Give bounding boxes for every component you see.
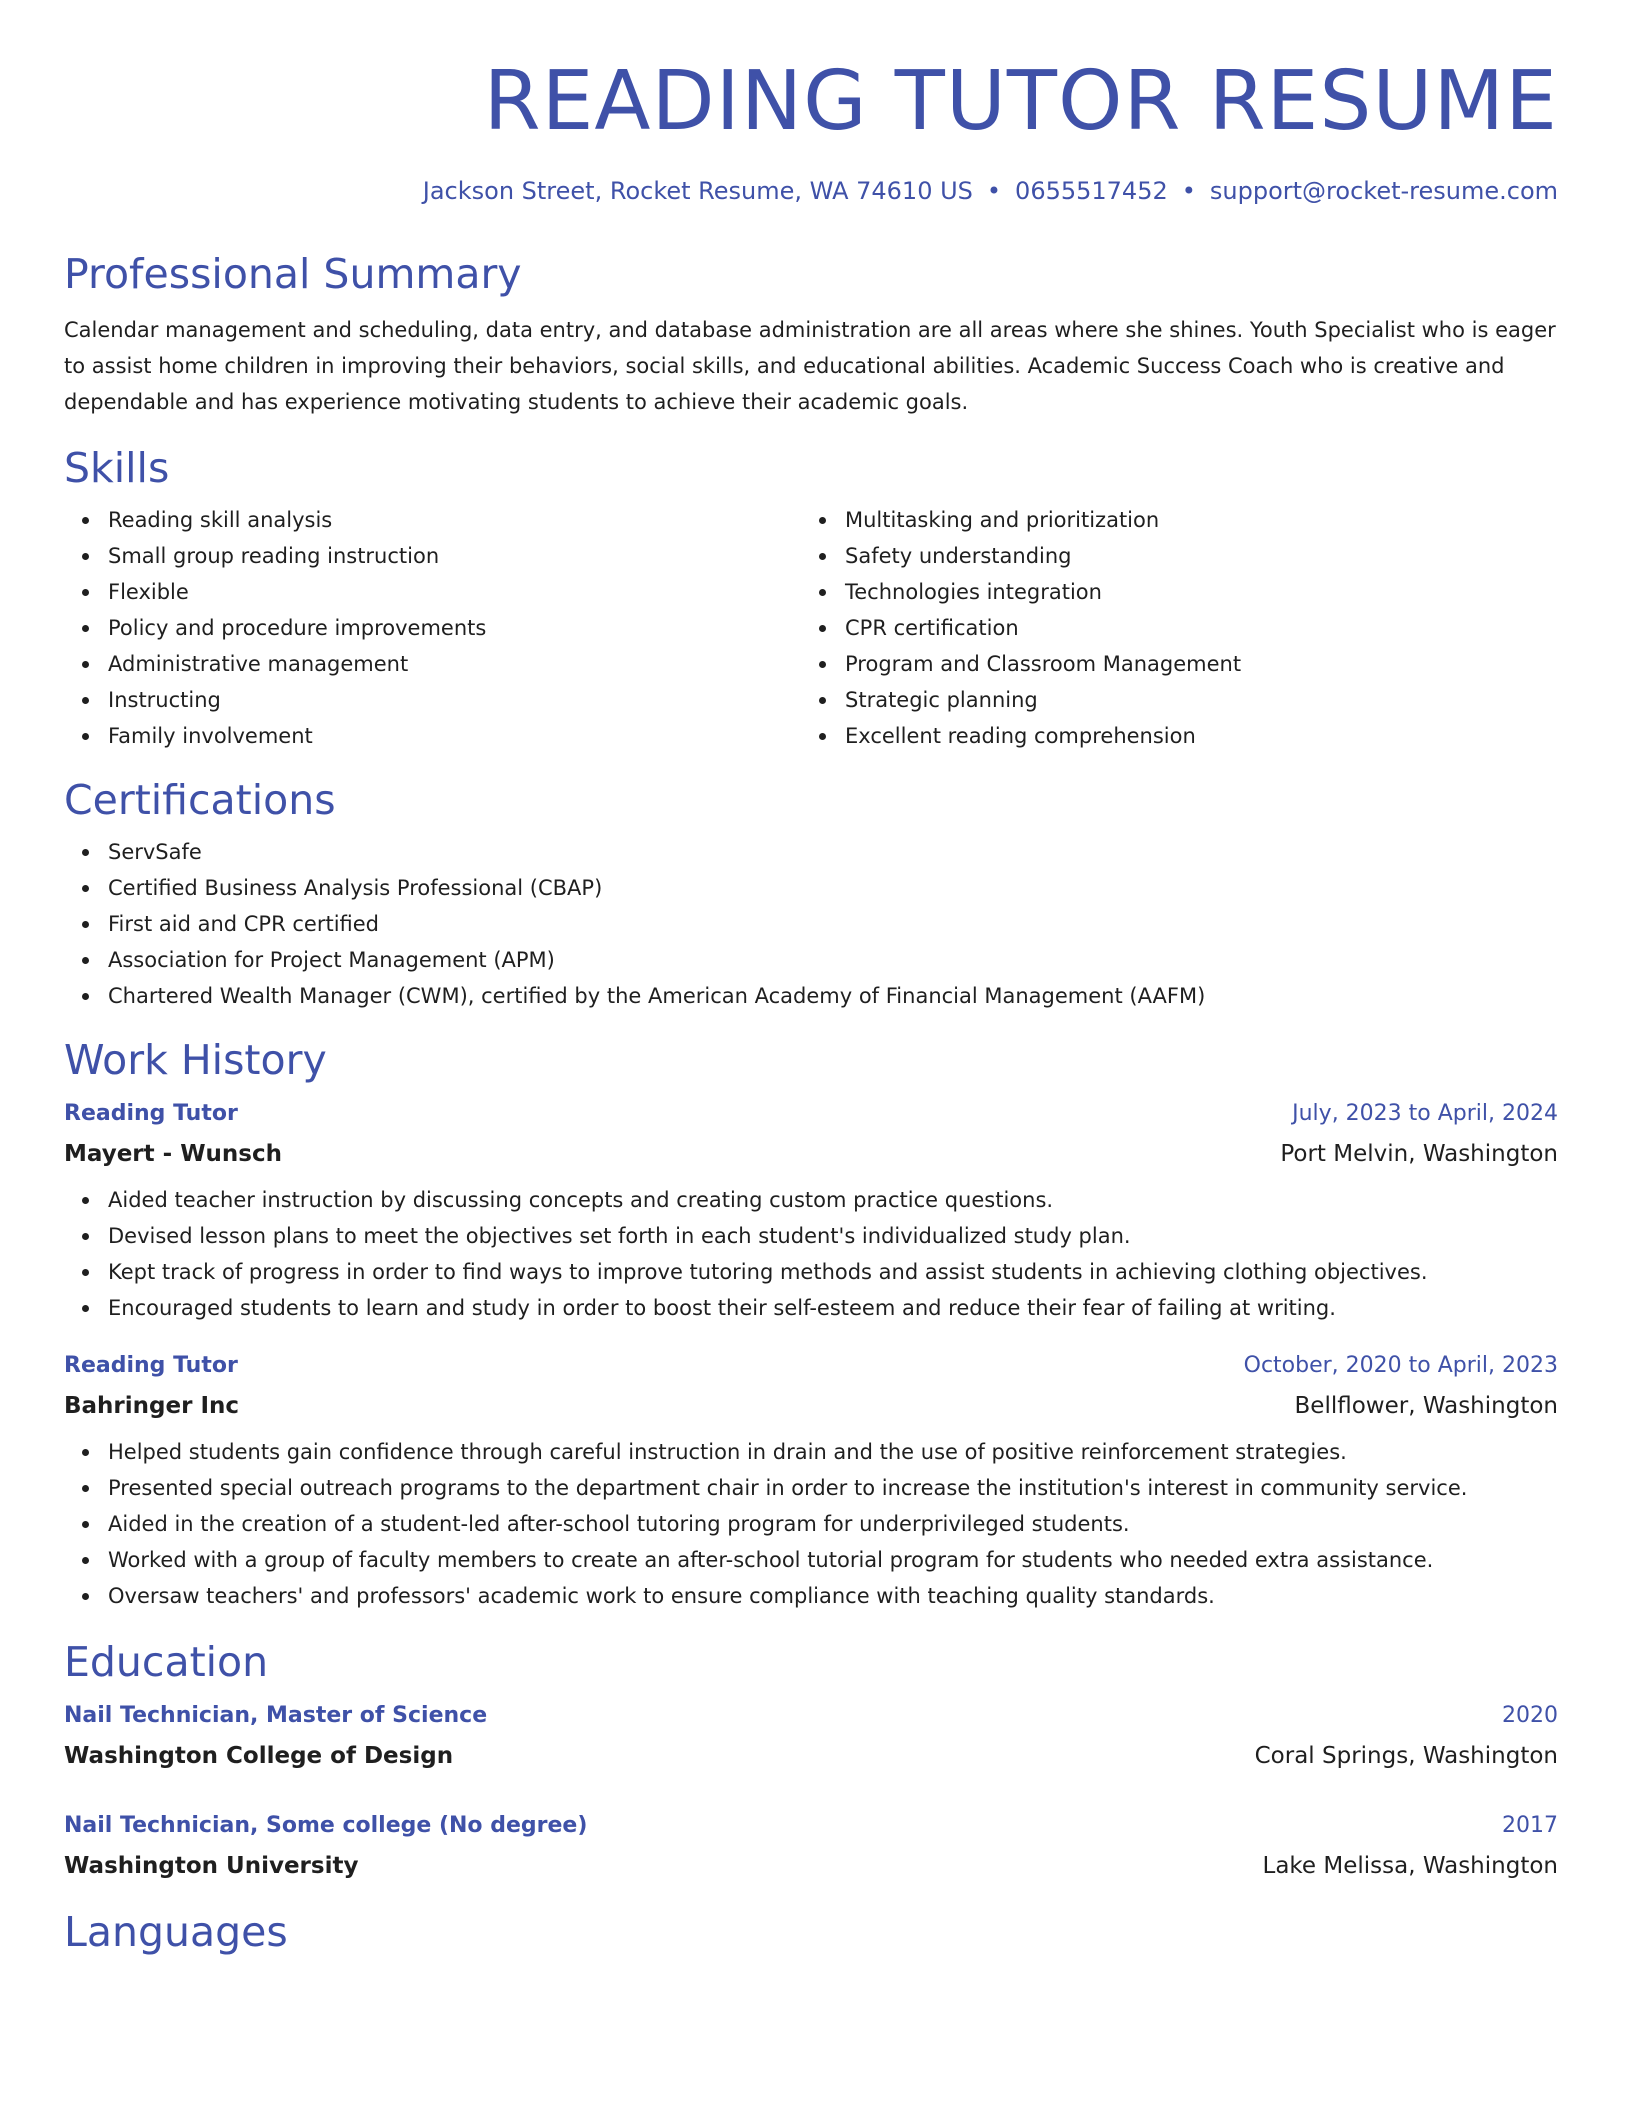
job-bullet: Aided in the creation of a student-led after-school tutoring program for underprivileged students. [108, 1506, 1558, 1542]
education-location: Lake Melissa, Washington [1262, 1853, 1558, 1879]
skill-item: Strategic planning [845, 682, 1538, 718]
skill-item: Safety understanding [845, 538, 1538, 574]
certifications-heading: Certifications [64, 776, 336, 824]
education-school: Washington University [64, 1853, 359, 1879]
job-bullet: Aided teacher instruction by discussing concepts and creating custom practice questions. [108, 1182, 1558, 1218]
skills-section [64, 442, 1558, 754]
contact-line [64, 176, 1558, 206]
job-bullet: Oversaw teachers' and professors' academic work to ensure compliance with teaching quality standards. [108, 1578, 1558, 1614]
education-entry [64, 1696, 1558, 1776]
job-role: Reading Tutor [64, 1101, 238, 1126]
job-bullets [64, 1182, 1558, 1326]
contact-separator: • [986, 177, 1002, 205]
job-bullet: Encouraged students to learn and study in order to boost their self-esteem and reduce their fear of failing at writing. [108, 1290, 1558, 1326]
certification-item: Certified Business Analysis Professional (CBAP) [108, 870, 1558, 906]
certification-item: ServSafe [108, 834, 1558, 870]
skill-item: Reading skill analysis [108, 502, 801, 538]
education-degree: Nail Technician, Some college (No degree) [64, 1813, 588, 1838]
education-location: Coral Springs, Washington [1254, 1743, 1558, 1769]
job-company: Mayert - Wunsch [64, 1141, 283, 1167]
skill-item: Technologies integration [845, 574, 1538, 610]
job-location: Port Melvin, Washington [1280, 1141, 1558, 1167]
job-title-row [64, 1094, 1558, 1134]
education-entry [64, 1806, 1558, 1886]
work-history-heading: Work History [64, 1036, 327, 1084]
skill-item: CPR certification [845, 610, 1538, 646]
education-section [64, 1636, 1558, 1886]
resume-page [64, 0, 1558, 1958]
job-dates: July, 2023 to April, 2024 [1292, 1101, 1558, 1126]
summary-heading: Professional Summary [64, 250, 522, 298]
education-school-row [64, 1846, 1558, 1886]
skill-item: Excellent reading comprehension [845, 718, 1538, 754]
education-year: 2017 [1502, 1813, 1558, 1838]
certifications-section [64, 774, 1558, 1014]
job-location: Bellflower, Washington [1294, 1393, 1558, 1419]
certifications-list [64, 834, 1558, 1014]
education-year: 2020 [1502, 1703, 1558, 1728]
skills-grid [64, 502, 1558, 754]
education-degree-row [64, 1806, 1558, 1846]
education-heading: Education [64, 1638, 269, 1686]
skills-list-right [801, 502, 1538, 754]
skill-item: Instructing [108, 682, 801, 718]
job-bullet: Presented special outreach programs to the department chair in order to increase the institution's interest in community service. [108, 1470, 1558, 1506]
job-bullet: Worked with a group of faculty members to create an after-school tutorial program for students who needed extra assistance. [108, 1542, 1558, 1578]
job-bullet: Devised lesson plans to meet the objectives set forth in each student's individualized study plan. [108, 1218, 1558, 1254]
skill-item: Flexible [108, 574, 801, 610]
languages-section [64, 1906, 1558, 1958]
job-company: Bahringer Inc [64, 1393, 240, 1419]
contact-phone: 0655517452 [1015, 177, 1168, 205]
job-bullet: Helped students gain confidence through careful instruction in drain and the use of positive reinforcement strategies. [108, 1434, 1558, 1470]
education-degree: Nail Technician, Master of Science [64, 1703, 488, 1728]
skill-item: Multitasking and prioritization [845, 502, 1538, 538]
job-entry [64, 1094, 1558, 1326]
summary-text: Calendar management and scheduling, data entry, and database administration are all areas where she shines. Youth Specialist who is eager to assist home children in improving their behaviors, social skills, and educational abilities. Academic Success Coach who is creative and dependable and has experience motivating students to achieve their academic goals. [64, 318, 1556, 414]
resume-title: READING TUTOR RESUME [483, 54, 1558, 149]
skills-column-right [801, 502, 1538, 754]
skill-item: Program and Classroom Management [845, 646, 1538, 682]
job-company-row [64, 1134, 1558, 1174]
job-bullets [64, 1434, 1558, 1614]
skill-item: Family involvement [108, 718, 801, 754]
education-school-row [64, 1736, 1558, 1776]
job-company-row [64, 1386, 1558, 1426]
certification-item: Chartered Wealth Manager (CWM), certified by the American Academy of Financial Management (AAFM) [108, 978, 1558, 1014]
education-degree-row [64, 1696, 1558, 1736]
skill-item: Small group reading instruction [108, 538, 801, 574]
contact-separator: • [1181, 177, 1196, 205]
work-history-section [64, 1034, 1558, 1614]
skills-heading: Skills [64, 444, 170, 492]
languages-heading: Languages [64, 1908, 288, 1956]
skill-item: Administrative management [108, 646, 801, 682]
education-school: Washington College of Design [64, 1743, 454, 1769]
job-entry [64, 1346, 1558, 1614]
job-role: Reading Tutor [64, 1353, 238, 1378]
certification-item: First aid and CPR certified [108, 906, 1558, 942]
job-title-row [64, 1346, 1558, 1386]
contact-address: Jackson Street, Rocket Resume, WA 74610 US [422, 177, 973, 205]
certification-item: Association for Project Management (APM) [108, 942, 1558, 978]
job-dates: October, 2020 to April, 2023 [1243, 1353, 1558, 1378]
skills-column-left [64, 502, 801, 754]
skill-item: Policy and procedure improvements [108, 610, 801, 646]
job-bullet: Kept track of progress in order to find ways to improve tutoring methods and assist students in achieving clothing objectives. [108, 1254, 1558, 1290]
contact-email[interactable]: support@rocket-resume.com [1209, 177, 1558, 205]
skills-list-left [64, 502, 801, 754]
summary-section [64, 248, 1558, 420]
resume-header [64, 52, 1558, 206]
